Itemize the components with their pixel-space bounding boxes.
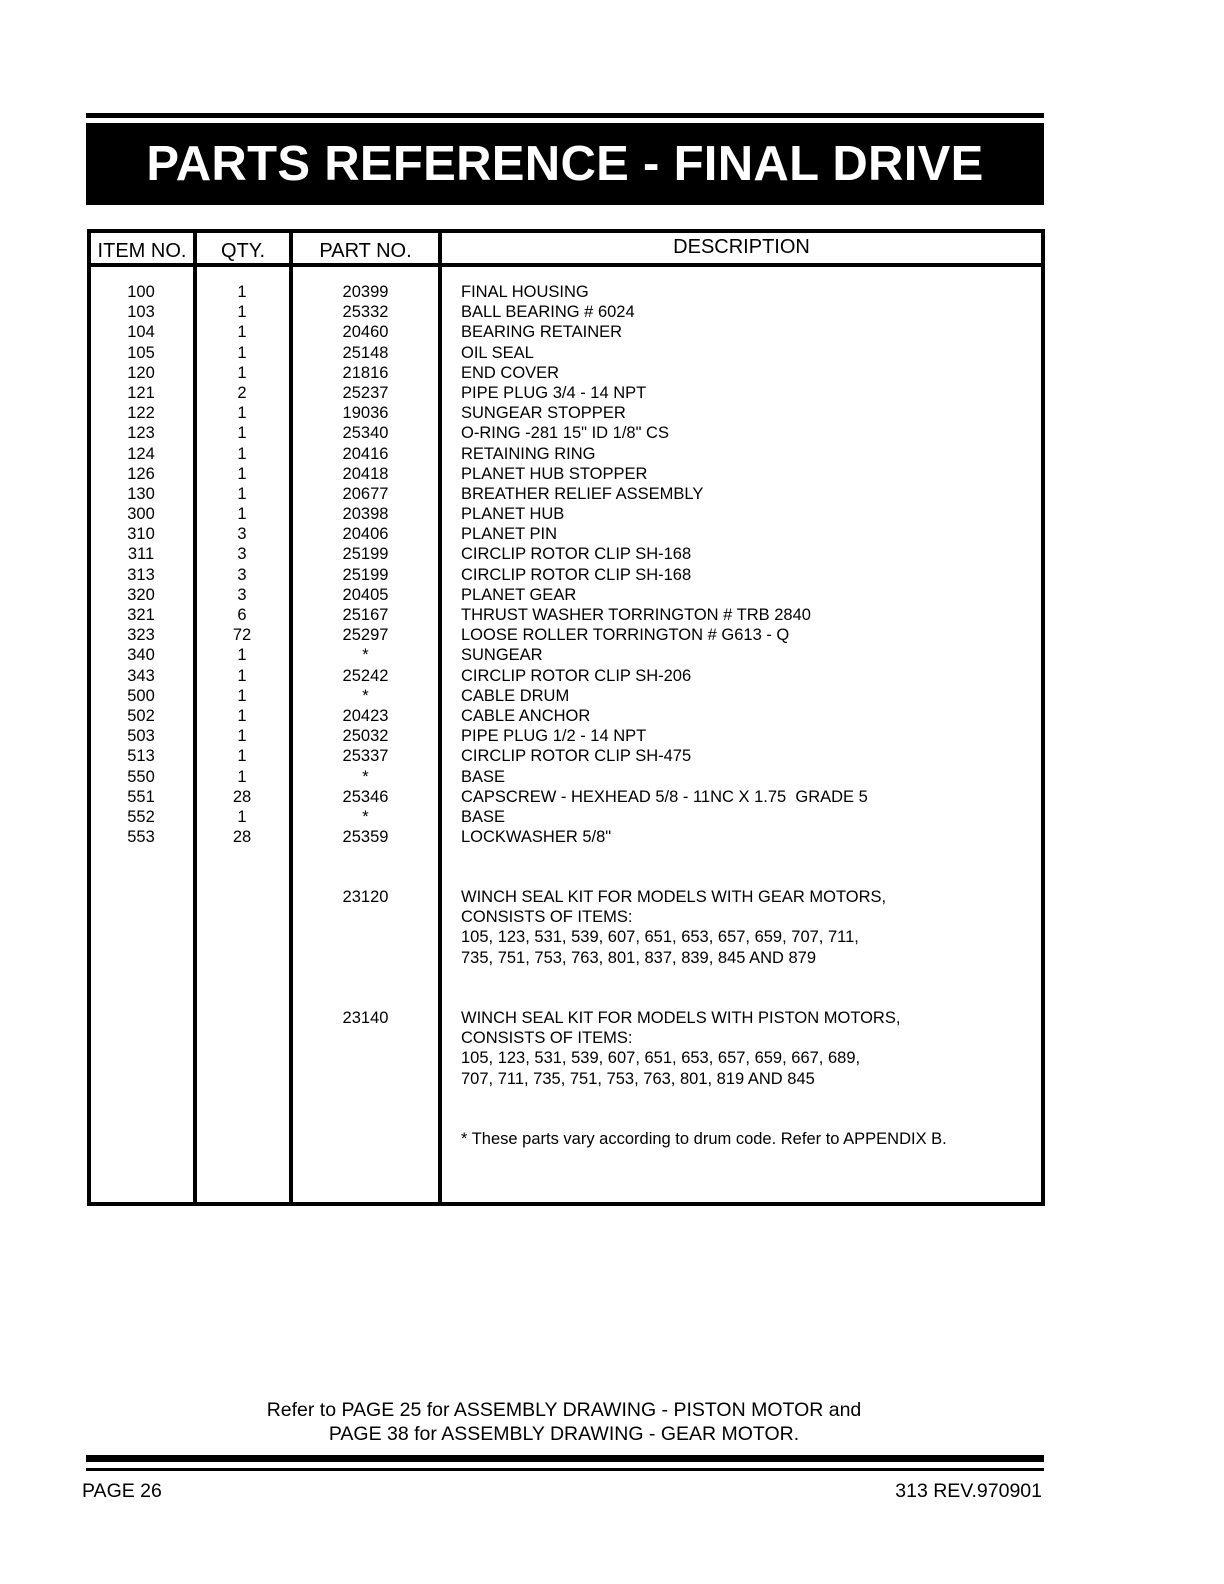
kit-description: [461, 887, 1031, 968]
item-number-cell: 130: [127, 484, 155, 503]
part-number-cell: 25242: [342, 666, 389, 685]
header-qty: QTY.: [220, 240, 266, 262]
item-number-cell: 320: [127, 585, 155, 604]
quantity-cell: 6: [237, 606, 247, 624]
description-cell: PLANET HUB: [461, 505, 565, 524]
description-cell: PIPE PLUG 3/4 - 14 NPT: [461, 383, 647, 402]
item-number-column: [91, 282, 191, 847]
quantity-cell: 1: [237, 444, 247, 463]
part-number-cell: 25148: [342, 343, 389, 362]
part-number-cell: 25297: [342, 626, 389, 645]
assembly-reference: [200, 1398, 928, 1446]
part-number-cell: 20423: [342, 706, 389, 725]
header-item-no: ITEM NO.: [97, 240, 187, 262]
description-cell: PLANET HUB STOPPER: [461, 464, 648, 483]
part-number-cell: 25237: [342, 383, 389, 402]
item-number-cell: 104: [127, 323, 155, 342]
part-number-cell: 20418: [342, 464, 389, 483]
part-number-cell: 25032: [342, 727, 389, 746]
part-number-cell: 25167: [342, 606, 389, 624]
kit-line: 707, 711, 735, 751, 753, 763, 801, 819 AND 845: [461, 1069, 815, 1088]
quantity-cell: 3: [237, 545, 247, 564]
quantity-cell: 1: [237, 484, 247, 503]
description-cell: SUNGEAR STOPPER: [461, 404, 626, 423]
item-number-cell: 343: [127, 666, 155, 685]
quantity-cell: 1: [237, 646, 247, 665]
item-number-cell: 552: [127, 807, 155, 826]
kit-line: CONSISTS OF ITEMS:: [461, 1029, 633, 1048]
description-cell: THRUST WASHER TORRINGTON # TRB 2840: [461, 606, 811, 624]
column-divider: [438, 233, 442, 1202]
part-number-cell: 25346: [342, 787, 389, 806]
part-number-column: [293, 282, 438, 847]
item-number-cell: 323: [127, 626, 155, 645]
quantity-cell: 1: [237, 505, 247, 524]
item-number-cell: 502: [127, 706, 155, 725]
part-number-cell: 21816: [342, 363, 389, 382]
quantity-cell: 1: [237, 727, 247, 746]
part-number-cell: 20460: [342, 323, 389, 342]
description-cell: BASE: [461, 807, 506, 826]
item-number-cell: 503: [127, 727, 155, 746]
description-cell: PLANET GEAR: [461, 585, 577, 604]
description-cell: SUNGEAR: [461, 646, 543, 665]
header-part-no: PART NO.: [319, 240, 412, 262]
quantity-cell: 3: [237, 525, 247, 544]
item-number-cell: 123: [127, 424, 155, 443]
quantity-cell: 1: [237, 283, 247, 301]
part-number-cell: *: [362, 767, 369, 786]
item-number-cell: 122: [127, 404, 155, 423]
item-number-cell: 126: [127, 464, 155, 483]
item-number-cell: 321: [127, 606, 155, 624]
quantity-cell: 1: [237, 747, 247, 766]
part-number-cell: *: [362, 646, 369, 665]
parts-table: [87, 229, 1045, 1206]
item-number-cell: 500: [127, 686, 155, 705]
description-cell: PLANET PIN: [461, 525, 557, 544]
part-number-cell: 20677: [342, 484, 389, 503]
description-cell: CIRCLIP ROTOR CLIP SH-168: [461, 565, 692, 584]
top-rule: [86, 113, 1044, 118]
part-number-cell: 20406: [342, 525, 389, 544]
description-cell: CIRCLIP ROTOR CLIP SH-168: [461, 545, 692, 564]
quantity-cell: 3: [237, 565, 247, 584]
item-number-cell: 120: [127, 363, 155, 382]
kit-line: WINCH SEAL KIT FOR MODELS WITH PISTON MOTORS,: [461, 1009, 901, 1027]
part-number-cell: 20405: [342, 585, 389, 604]
quantity-cell: 1: [237, 343, 247, 362]
description-cell: OIL SEAL: [461, 343, 534, 362]
item-number-cell: 553: [127, 828, 155, 847]
item-number-cell: 313: [127, 565, 155, 584]
item-number-cell: 124: [127, 444, 155, 463]
reference-line: PAGE 38 for ASSEMBLY DRAWING - GEAR MOTOR.: [328, 1423, 800, 1445]
description-cell: BREATHER RELIEF ASSEMBLY: [461, 484, 704, 503]
item-number-cell: 311: [127, 545, 155, 564]
item-number-cell: 550: [127, 767, 155, 786]
item-number-cell: 100: [127, 283, 155, 301]
quantity-cell: 28: [232, 787, 252, 806]
description-cell: FINAL HOUSING: [461, 283, 589, 301]
kit-description: [461, 1008, 1031, 1089]
item-number-cell: 103: [127, 303, 155, 322]
quantity-cell: 72: [232, 626, 252, 645]
description-cell: BEARING RETAINER: [461, 323, 623, 342]
description-cell: LOOSE ROLLER TORRINGTON # G613 - Q: [461, 626, 790, 645]
item-number-cell: 300: [127, 505, 155, 524]
quantity-cell: 1: [237, 303, 247, 322]
quantity-cell: 28: [232, 828, 252, 847]
quantity-cell: 1: [237, 686, 247, 705]
quantity-cell: 3: [237, 585, 247, 604]
quantity-cell: 1: [237, 767, 247, 786]
quantity-cell: 1: [237, 424, 247, 443]
part-number-cell: 20398: [342, 505, 389, 524]
kit-line: WINCH SEAL KIT FOR MODELS WITH GEAR MOTORS,: [461, 888, 887, 906]
quantity-cell: 2: [237, 383, 247, 402]
part-number-cell: 25332: [342, 303, 389, 322]
description-cell: PIPE PLUG 1/2 - 14 NPT: [461, 727, 647, 746]
part-number-cell: 20399: [342, 283, 389, 301]
item-number-cell: 121: [127, 383, 155, 402]
part-number-cell: 25199: [342, 565, 389, 584]
quantity-cell: 1: [237, 404, 247, 423]
footnote: * These parts vary according to drum code. Refer to APPENDIX B.: [461, 1130, 947, 1148]
part-number-cell: 20416: [342, 444, 389, 463]
quantity-cell: 1: [237, 323, 247, 342]
kit-line: CONSISTS OF ITEMS:: [461, 908, 633, 927]
description-column: [461, 282, 1031, 847]
quantity-cell: 1: [237, 706, 247, 725]
header-description: DESCRIPTION: [673, 236, 810, 258]
part-number-cell: 25359: [342, 828, 389, 847]
part-number-cell: 19036: [342, 404, 389, 423]
part-number-cell: 25340: [342, 424, 389, 443]
quantity-column: [195, 282, 289, 847]
description-cell: O-RING -281 15" ID 1/8" CS: [461, 424, 669, 443]
part-number-cell: 25199: [342, 545, 389, 564]
quantity-cell: 1: [237, 666, 247, 685]
page-title: PARTS REFERENCE - FINAL DRIVE: [86, 123, 1044, 205]
kit-line: 105, 123, 531, 539, 607, 651, 653, 657, 659, 667, 689,: [461, 1049, 861, 1068]
item-number-cell: 551: [127, 787, 155, 806]
bottom-rule: [86, 1455, 1044, 1462]
description-cell: LOCKWASHER 5/8": [461, 828, 612, 847]
description-cell: RETAINING RING: [461, 444, 596, 463]
part-number-cell: 25337: [342, 747, 389, 766]
reference-line: Refer to PAGE 25 for ASSEMBLY DRAWING - PISTON MOTOR and: [266, 1399, 862, 1421]
item-number-cell: 513: [127, 747, 155, 766]
description-cell: BALL BEARING # 6024: [461, 303, 635, 322]
description-cell: CABLE ANCHOR: [461, 706, 591, 725]
description-cell: END COVER: [461, 363, 560, 382]
quantity-cell: 1: [237, 464, 247, 483]
description-cell: CAPSCREW - HEXHEAD 5/8 - 11NC X 1.75 GRADE 5: [461, 787, 868, 806]
bottom-rule: [86, 1468, 1044, 1471]
kit-line: 105, 123, 531, 539, 607, 651, 653, 657, 659, 707, 711,: [461, 928, 859, 947]
description-cell: CABLE DRUM: [461, 686, 570, 705]
item-number-cell: 340: [127, 646, 155, 665]
revision-code: 313 REV.970901: [895, 1480, 1042, 1502]
quantity-cell: 1: [237, 807, 247, 826]
description-cell: CIRCLIP ROTOR CLIP SH-475: [461, 747, 692, 766]
kit-part-number: 23120: [342, 888, 389, 906]
part-number-cell: *: [362, 686, 369, 705]
kit-line: 735, 751, 753, 763, 801, 837, 839, 845 AND 879: [461, 948, 817, 967]
quantity-cell: 1: [237, 363, 247, 382]
part-number-cell: *: [362, 807, 369, 826]
description-cell: BASE: [461, 767, 506, 786]
kit-part-number: 23140: [342, 1009, 389, 1027]
description-cell: CIRCLIP ROTOR CLIP SH-206: [461, 666, 692, 685]
item-number-cell: 310: [127, 525, 155, 544]
page-number: PAGE 26: [82, 1480, 162, 1502]
item-number-cell: 105: [127, 343, 155, 362]
